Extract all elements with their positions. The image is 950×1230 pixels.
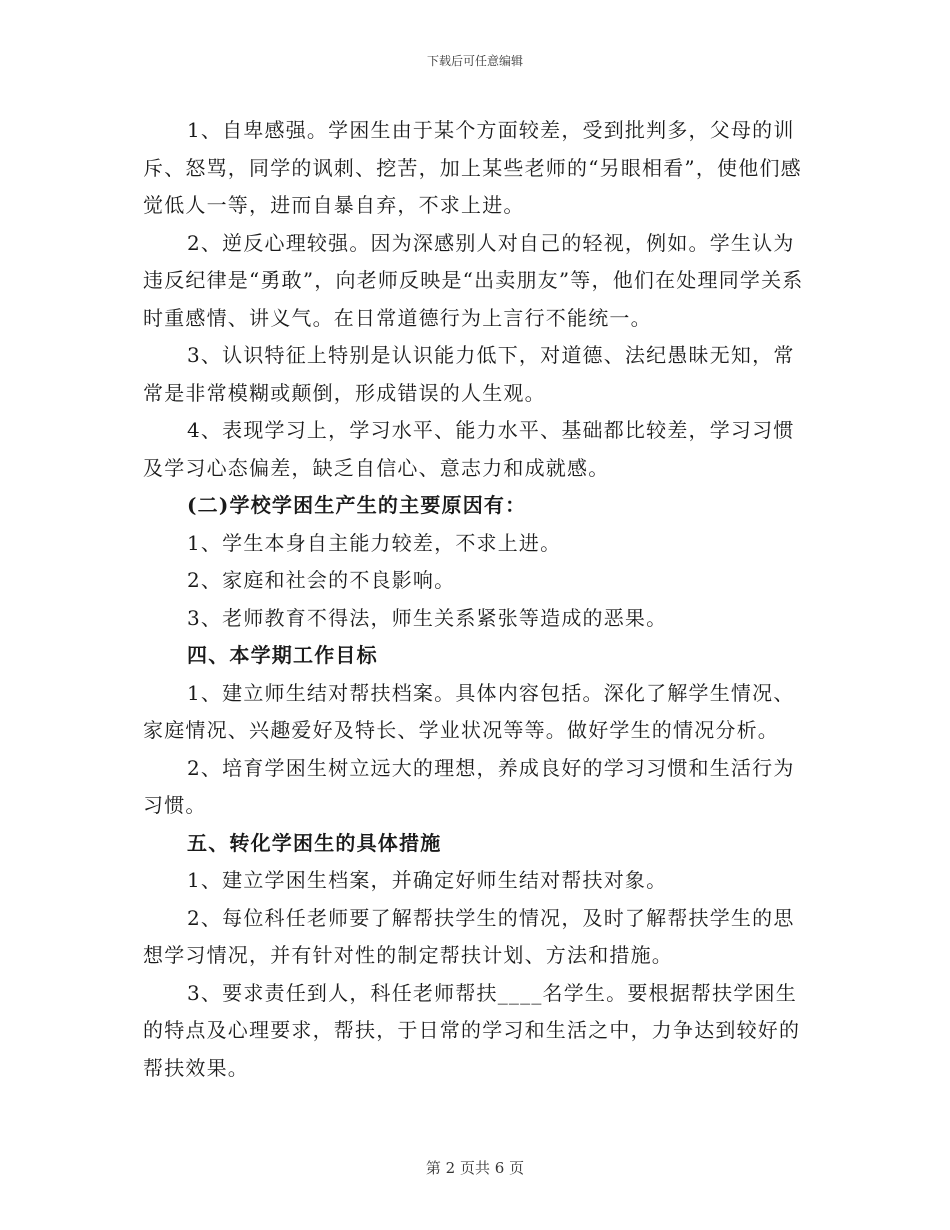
paragraph-cause-2: 2、家庭和社会的不良影响。 [187, 568, 456, 592]
paragraph-3: 3、认识特征上特别是认识能力低下，对道德、法纪愚昧无知，常常是非常模糊或颠倒，形成错误的人生观。 [143, 343, 795, 405]
section-heading-measures: 五、转化学困生的具体措施 [187, 830, 442, 855]
section-heading-goals: 四、本学期工作目标 [187, 643, 378, 667]
page-header: 下载后可任意编辑 [426, 54, 523, 68]
paragraph-measure-2: 2、每位科任老师要了解帮扶学生的情况，及时了解帮扶学生的思想学习情况，并有针对性的制定帮扶计划、方法和措施。 [143, 905, 795, 967]
paragraph-2: 2、逆反心理较强。因为深感别人对自己的轻视，例如。学生认为违反纪律是“勇敢”，向老师反映是“出卖朋友”等，他们在处理同学关系时重感情、讲义气。在日常道德行为上言行不能统一。 [143, 230, 804, 330]
paragraph-4: 4、表现学习上，学习水平、能力水平、基础都比较差，学习习惯及学习心态偏差，缺乏自信心、意志力和成就感。 [143, 418, 795, 480]
paragraph-goal-2: 2、培育学困生树立远大的理想，养成良好的学习习惯和生活行为习惯。 [143, 755, 795, 817]
paragraph-measure-3: 3、要求责任到人，科任老师帮扶____名学生。要根据帮扶学困生的特点及心理要求，帮扶，于日常的学习和生活之中，力争达到较好的帮扶效果。 [143, 980, 801, 1080]
paragraph-goal-1: 1、建立师生结对帮扶档案。具体内容包括。深化了解学生情况、家庭情况、兴趣爱好及特长、学业状况等等。做好学生的情况分析。 [143, 680, 795, 742]
section-heading-causes: (二)学校学困生产生的主要原因有： [187, 493, 527, 517]
page-footer: 第 2 页共 6 页 [425, 1159, 525, 1177]
paragraph-1: 1、自卑感强。学困生由于某个方面较差，受到批判多，父母的训斥、怒骂，同学的讽刺、挖苦，加上某些老师的“另眼相看”，使他们感觉低人一等，进而自暴自弃，不求上进。 [143, 118, 802, 217]
paragraph-cause-3: 3、老师教育不得法，师生关系紧张等造成的恶果。 [187, 605, 668, 630]
paragraph-cause-1: 1、学生本身自主能力较差，不求上进。 [187, 530, 562, 555]
paragraph-measure-1: 1、建立学困生档案，并确定好师生结对帮扶对象。 [187, 868, 668, 892]
document-body [143, 112, 807, 1087]
